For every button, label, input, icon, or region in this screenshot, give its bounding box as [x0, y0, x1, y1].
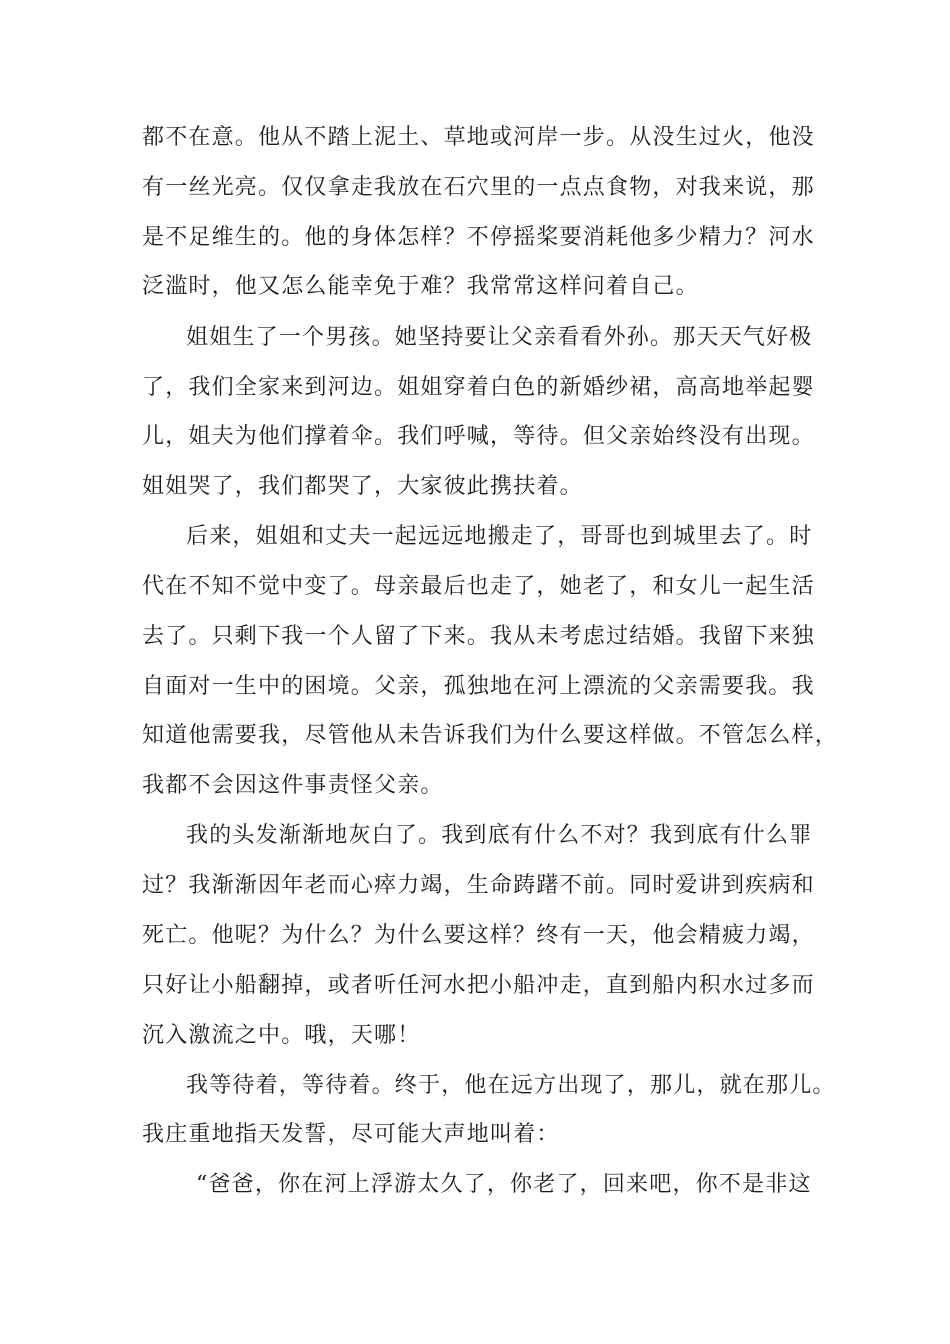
text-line: 代在不知不觉中变了。母亲最后也走了，她老了，和女儿一起生活	[142, 574, 815, 599]
text-line: 我庄重地指天发誓，尽可能大声地叫着：	[142, 1122, 560, 1147]
paragraph-start-line: 姐姐生了一个男孩。她坚持要让父亲看看外孙。那天天气好极	[186, 325, 813, 350]
text-line: 是不足维生的。他的身体怎样？不停摇桨要消耗他多少精力？河水	[142, 225, 815, 250]
quote-start-line: “爸爸，你在河上浮游太久了，你老了，回来吧，你不是非这	[196, 1172, 812, 1197]
text-line: 沉入激流之中。哦，天哪！	[142, 1023, 421, 1048]
text-line: 姐姐哭了，我们都哭了，大家彼此携扶着。	[142, 474, 583, 499]
text-line: 都不在意。他从不踏上泥土、草地或河岸一步。从没生过火，他没	[142, 125, 815, 150]
paragraph-start-line: 我等待着，等待着。终于，他在远方出现了，那儿，就在那儿。	[186, 1073, 836, 1098]
text-line: 知道他需要我，尽管他从未告诉我们为什么要这样做。不管怎么样，	[142, 723, 839, 748]
text-line: 自面对一生中的困境。父亲，孤独地在河上漂流的父亲需要我。我	[142, 674, 815, 699]
text-line: 只好让小船翻掉，或者听任河水把小船冲走，直到船内积水过多而	[142, 973, 815, 998]
text-line: 我都不会因这件事责怪父亲。	[142, 773, 444, 798]
text-line: 了，我们全家来到河边。姐姐穿着白色的新婚纱裙，高高地举起婴	[142, 375, 815, 400]
paragraph-start-line: 后来，姐姐和丈夫一起远远地搬走了，哥哥也到城里去了。时	[186, 524, 813, 549]
text-line: 泛滥时，他又怎么能幸免于难？我常常这样问着自己。	[142, 274, 699, 299]
text-line: 有一丝光亮。仅仅拿走我放在石穴里的一点点食物，对我来说，那	[142, 175, 815, 200]
text-line: 过？我渐渐因年老而心瘁力竭，生命踌躇不前。同时爱讲到疾病和	[142, 873, 815, 898]
text-line: 去了。只剩下我一个人留了下来。我从未考虑过结婚。我留下来独	[142, 624, 815, 649]
text-line: 儿，姐夫为他们撑着伞。我们呼喊，等待。但父亲始终没有出现。	[142, 424, 815, 449]
text-line: 死亡。他呢？为什么？为什么要这样？终有一天，他会精疲力竭，	[142, 923, 815, 948]
paragraph-start-line: 我的头发渐渐地灰白了。我到底有什么不对？我到底有什么罪	[186, 823, 813, 848]
